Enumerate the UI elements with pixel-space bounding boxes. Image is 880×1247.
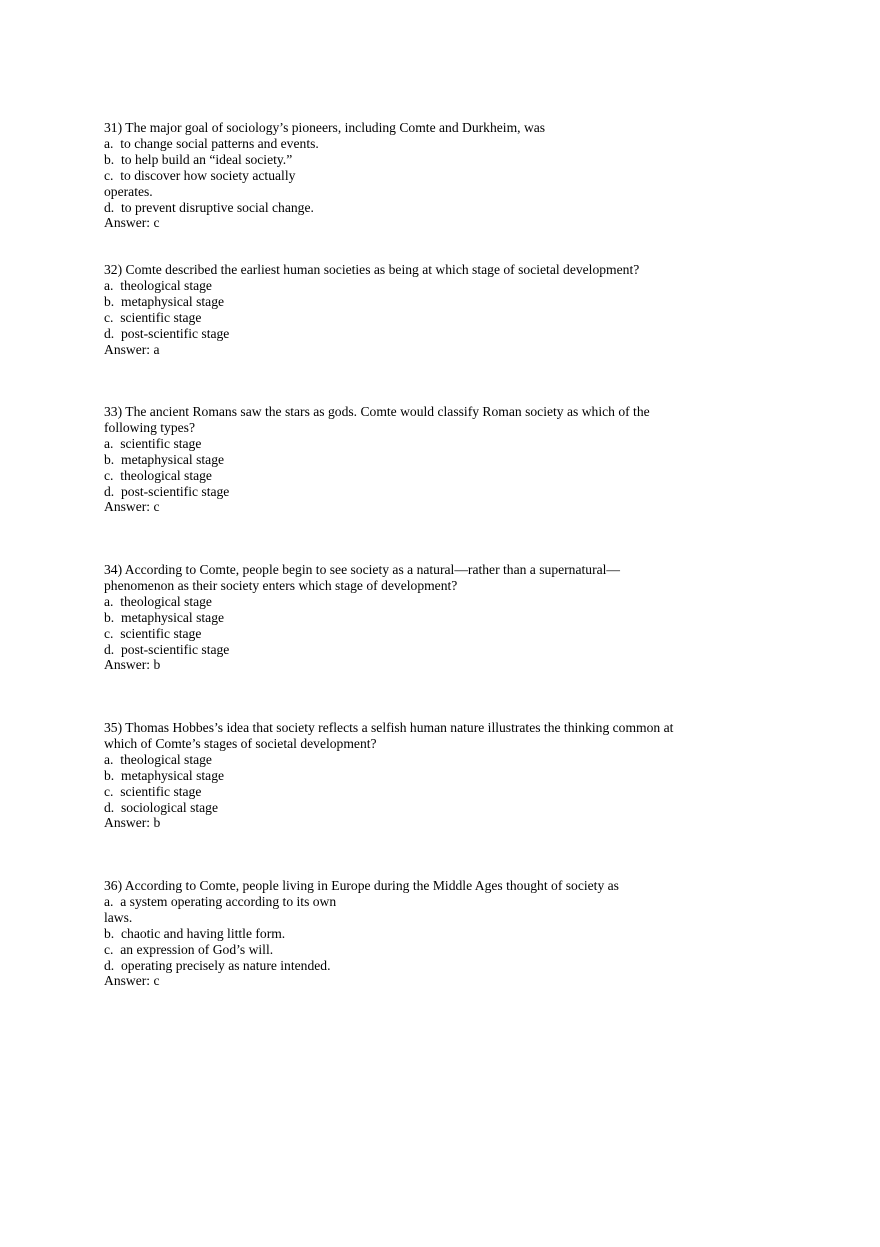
question-31-answer: Answer: c: [104, 215, 160, 231]
question-36-option-a: a. a system operating according to its own: [104, 893, 337, 909]
question-34-option-b: b. metaphysical stage: [104, 609, 225, 625]
question-34: [104, 562, 764, 673]
question-33: [104, 404, 764, 515]
question-31-stem: 31) The major goal of sociology’s pioneers, including Comte and Durkheim, was: [104, 120, 546, 135]
question-35-option-c: c. scientific stage: [104, 783, 202, 799]
question-32-stem: 32) Comte described the earliest human societies as being at which stage of societal development?: [104, 262, 640, 277]
question-33-option-b: b. metaphysical stage: [104, 451, 225, 467]
question-35-option-b: b. metaphysical stage: [104, 767, 225, 783]
question-33-answer: Answer: c: [104, 499, 160, 515]
question-34-stem: 34) According to Comte, people begin to see society as a natural—rather than a supernatural—: [104, 562, 621, 577]
question-34-option-a: a. theological stage: [104, 593, 212, 609]
question-31-option-a: a. to change social patterns and events.: [104, 135, 319, 151]
question-35-option-a: a. theological stage: [104, 751, 212, 767]
question-33-option-c: c. theological stage: [104, 467, 212, 483]
question-32-option-a: a. theological stage: [104, 277, 212, 293]
question-32-option-c: c. scientific stage: [104, 309, 202, 325]
question-36-answer: Answer: c: [104, 973, 160, 989]
question-36-option-a-continued: laws.: [104, 909, 133, 925]
question-36-option-c: c. an expression of God’s will.: [104, 941, 274, 957]
question-36-stem: 36) According to Comte, people living in Europe during the Middle Ages thought of society as: [104, 878, 619, 893]
question-32: [104, 262, 764, 357]
question-35-stem-continued: which of Comte’s stages of societal development?: [104, 735, 377, 751]
question-35: [104, 720, 764, 831]
question-31-option-c-continued: operates.: [104, 183, 153, 199]
question-32-option-d: d. post-scientific stage: [104, 325, 230, 341]
question-35-answer: Answer: b: [104, 815, 161, 831]
question-33-option-d: d. post-scientific stage: [104, 483, 230, 499]
question-32-option-b: b. metaphysical stage: [104, 293, 225, 309]
question-33-stem: 33) The ancient Romans saw the stars as gods. Comte would classify Roman society as which of the: [104, 404, 650, 419]
question-36-option-d: d. operating precisely as nature intended.: [104, 957, 331, 973]
question-34-option-d: d. post-scientific stage: [104, 641, 230, 657]
question-32-answer: Answer: a: [104, 341, 160, 357]
question-36-option-b: b. chaotic and having little form.: [104, 925, 286, 941]
question-34-answer: Answer: b: [104, 657, 161, 673]
question-36: [104, 878, 764, 989]
question-35-stem: 35) Thomas Hobbes’s idea that society reflects a selfish human nature illustrates the thinking common at: [104, 720, 674, 735]
question-35-option-d: d. sociological stage: [104, 799, 219, 815]
question-33-stem-continued: following types?: [104, 419, 195, 435]
question-34-stem-continued: phenomenon as their society enters which stage of development?: [104, 577, 458, 593]
question-34-option-c: c. scientific stage: [104, 625, 202, 641]
question-31-option-b: b. to help build an “ideal society.”: [104, 151, 293, 167]
question-31: [104, 120, 764, 231]
question-31-option-d: d. to prevent disruptive social change.: [104, 199, 314, 215]
question-31-option-c: c. to discover how society actually: [104, 167, 296, 183]
question-33-option-a: a. scientific stage: [104, 435, 202, 451]
